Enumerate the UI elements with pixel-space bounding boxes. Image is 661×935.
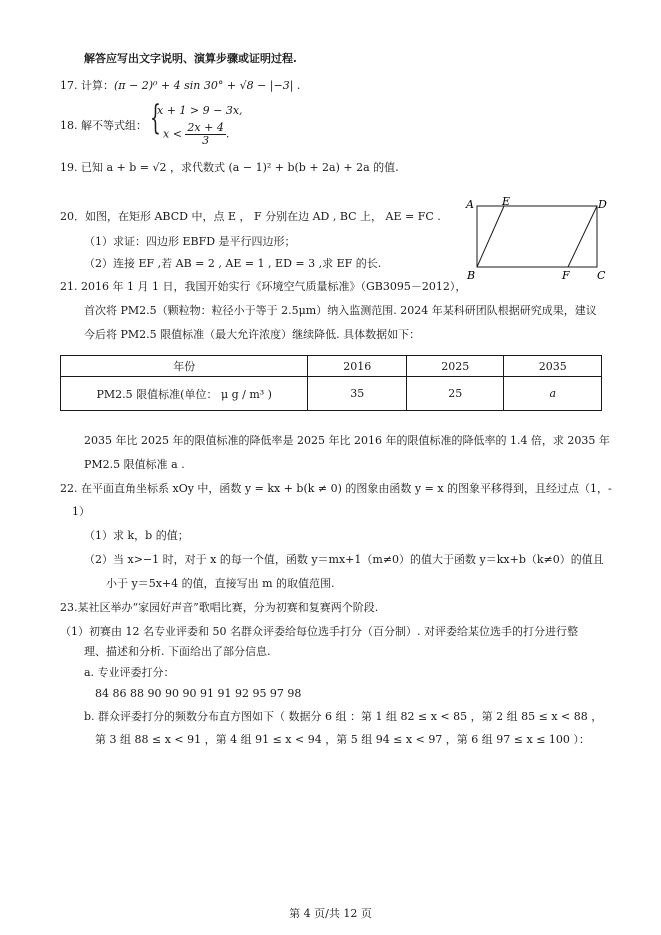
- rectangle-diagram: [464, 196, 609, 286]
- q18-fraction: [185, 122, 225, 147]
- question-21-line-2: 首次将 PM2.5（颗粒物：粒径小于等于 2.5μm）纳入监测范围. 2024 年某科研团队根据研究成果，建议: [84, 304, 597, 317]
- q17-expression: (π − 2)⁰ + 4 sin 30° + √8 − |−3| .: [114, 79, 301, 92]
- q18-denominator: 3: [202, 134, 210, 147]
- q20-part-2: （2）连接 EF ,若 AB = 2 , AE = 1 , ED = 3 ,求 EF 的长.: [84, 257, 382, 270]
- question-21-line-1: 21. 2016 年 1 月 1 日，我国开始实行《环境空气质量标准》（GB3095－2012），: [60, 280, 467, 293]
- question-20: 20．如图，在矩形 ABCD 中，点 E ， F 分别在边 AD , BC 上， AE = FC .: [60, 210, 441, 223]
- table-cell-2025: 25: [406, 377, 504, 411]
- q17-prefix: 17. 计算：: [60, 79, 114, 92]
- q23-b-line-1: b. 群众评委打分的频数分布直方图如下（ 数据分 6 组 ：第 1 组 82 ≤ x < 85 ，第 2 组 85 ≤ x < 88 ，: [84, 710, 603, 723]
- question-22-line-1: 22. 在平面直角坐标系 xOy 中，函数 y = kx + b(k ≠ 0) 的图象由函数 y = x 的图象平移得到，且经过点（1，-: [60, 482, 612, 495]
- q21-question-line-1: 2035 年比 2025 年的限值标准的降低率是 2025 年比 2016 年的限值标准的降低率的 1.4 倍，求 2035 年: [84, 434, 610, 447]
- q23-b-line-2: 第 3 组 88 ≤ x < 91 ，第 4 组 91 ≤ x < 94 ，第 5 组 94 ≤ x < 97 ，第 6 组 97 ≤ x ≤ 100 ）：: [95, 733, 590, 746]
- q20-part-1: （1）求证：四边形 EBFD 是平行四边形；: [84, 235, 296, 248]
- question-23-line-1: 23.某社区举办“家园好声音”歌唱比赛，分为初赛和复赛两个阶段.: [60, 601, 379, 614]
- q22-part-2a: （2）当 x>−1 时，对于 x 的每一个值，函数 y＝mx+1（m≠0）的值大于函数 y＝kx+b（k≠0）的值且: [84, 553, 604, 566]
- label-a: A: [466, 198, 474, 211]
- segment-df: [568, 206, 597, 267]
- label-e: E: [502, 196, 511, 208]
- table-cell-2035: a: [504, 377, 602, 411]
- q23-part-1a: （1）初赛由 12 名专业评委和 50 名群众评委给每位选手打分（百分制）. 对评委给某位选手的打分进行整: [60, 625, 578, 638]
- table-header-2016: 2016: [308, 356, 406, 377]
- table-header-year: 年份: [61, 356, 308, 377]
- q18-numerator: 2x + 4: [187, 121, 224, 134]
- question-22-line-2: 1）: [72, 505, 90, 518]
- label-f: F: [562, 269, 570, 282]
- question-21-line-3: 今后将 PM2.5 限值标准（最大允许浓度）继续降低. 具体数据如下：: [84, 328, 421, 341]
- q23-a-label: a. 专业评委打分：: [84, 666, 175, 679]
- q18-lhs: x <: [163, 127, 182, 141]
- rectangle-figure: [464, 196, 609, 286]
- question-18-prefix: 18. 解不等式组：: [60, 119, 147, 132]
- page-number-footer: 第 4 页/共 12 页: [289, 907, 372, 920]
- question-19: 19. 已知 a + b = √2 ，求代数式 (a − 1)² + b(b + 2a) + 2a 的值.: [60, 161, 399, 174]
- question-17: [60, 79, 300, 93]
- q21-question-line-2: PM2.5 限值标准 a .: [84, 458, 185, 471]
- table-row-label: PM2.5 限值标准(单位： μ g / m³ ): [61, 377, 308, 411]
- q22-part-2b: 小于 y＝5x+4 的值，直接写出 m 的取值范围.: [106, 577, 335, 590]
- instructions-header: 解答应写出文字说明、演算步骤或证明过程.: [84, 52, 297, 65]
- q23-scores: 84 86 88 90 90 90 91 91 92 95 97 98: [95, 687, 302, 700]
- table-header-2025: 2025: [406, 356, 504, 377]
- label-d: D: [598, 198, 607, 211]
- table-header-2035: 2035: [504, 356, 602, 377]
- left-brace-icon: {: [150, 98, 161, 138]
- q18-end: .: [225, 127, 230, 141]
- rectangle-abcd: [477, 206, 597, 267]
- q22-part-1: （1）求 k，b 的值；: [84, 529, 189, 542]
- q18-inequality-2: [163, 122, 229, 147]
- segment-eb: [477, 206, 504, 267]
- table-cell-2016: 35: [308, 377, 406, 411]
- table-header-row: [61, 356, 602, 377]
- table-row: [61, 377, 602, 411]
- q23-part-1b: 理、描述和分析. 下面给出了部分信息.: [84, 645, 271, 658]
- label-b: B: [467, 269, 476, 282]
- pm25-table: [60, 355, 602, 411]
- q18-inequality-1: x + 1 > 9 − 3x,: [157, 104, 243, 117]
- label-c: C: [597, 269, 606, 282]
